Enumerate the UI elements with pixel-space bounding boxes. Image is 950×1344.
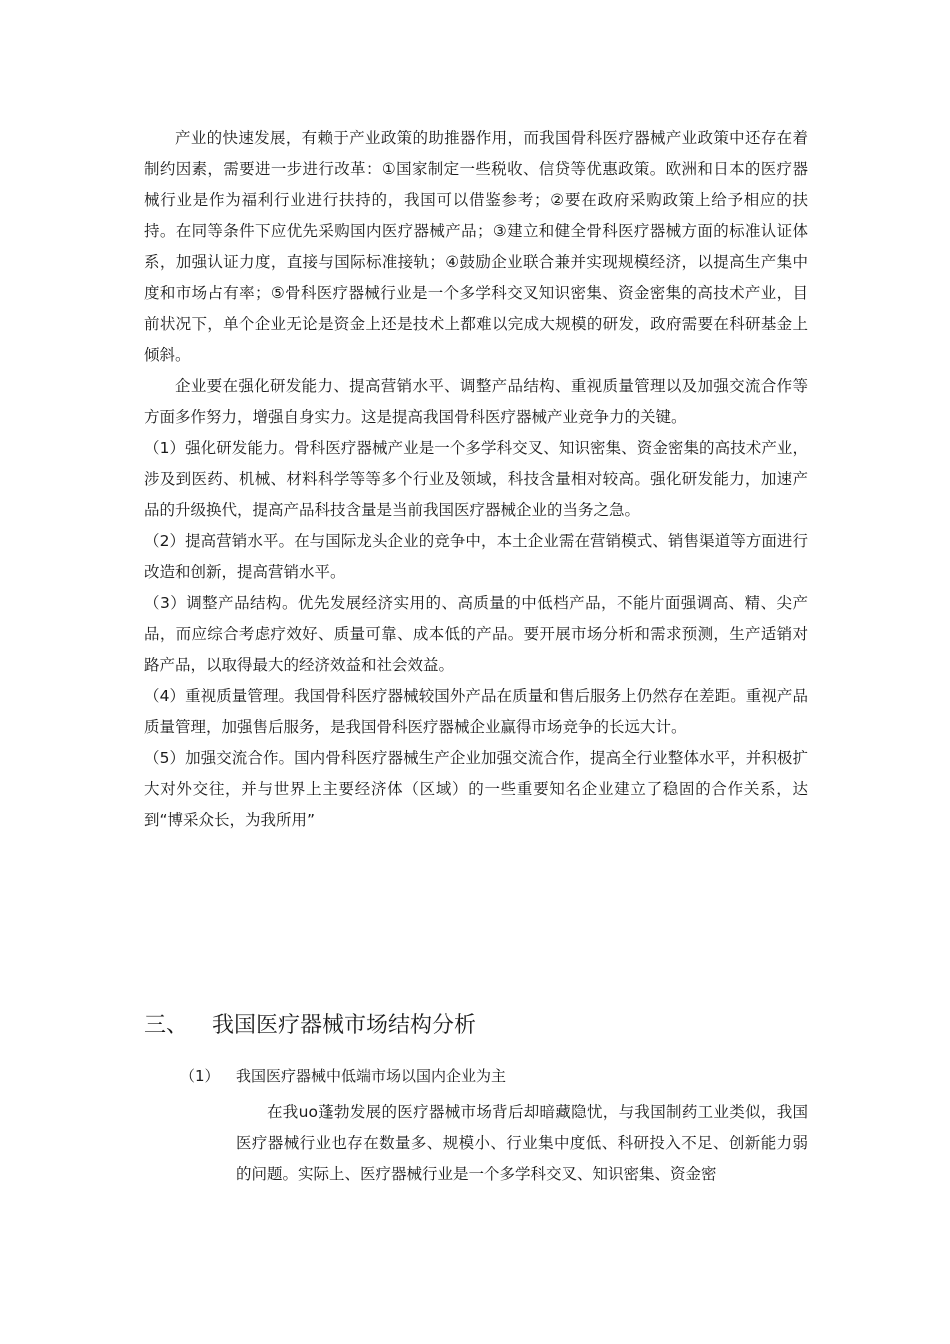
section-title: 我国医疗器械市场结构分析 xyxy=(212,1013,477,1038)
list-item-quality: （4）重视质量管理。我国骨科医疗器械较国外产品在质量和售后服务上仍然存在差距。重视产品质量管理，加强售后服务，是我国骨科医疗器械企业赢得市场竞争的长远大计。 xyxy=(144,687,808,736)
list-item-product-structure: （3）调整产品结构。优先发展经济实用的、高质量的中低档产品，不能片面强调高、精、尖产品，而应综合考虑疗效好、质量可靠、成本低的产品。要开展市场分析和需求预测，生产适销对路产品，以取得最大的经济效益和社会效益。 xyxy=(144,594,808,674)
paragraph-policy: 产业的快速发展，有赖于产业政策的助推器作用，而我国骨科医疗器械产业政策中还存在着制约因素，需要进一步进行改革：①国家制定一些税收、信贷等优惠政策。欧洲和日本的医疗器械行业是作为福利行业进行扶持的，我国可以借鉴参考；②要在政府采购政策上给予相应的扶持。在同等条件下应优先采购国内医疗器械产品；③建立和健全骨科医疗器械方面的标准认证体系，加强认证力度，直接与国际标准接轨；④鼓励企业联合兼并实现规模经济，以提高生产集中度和市场占有率；⑤骨科医疗器械行业是一个多学科交叉知识密集、资金密集的高技术产业，目前状况下，单个企业无论是资金上还是技术上都难以完成大规模的研发，政府需要在科研基金上倾斜。 xyxy=(144,129,808,364)
section-heading xyxy=(144,1010,476,1042)
subsection-body: 在我uo蓬勃发展的医疗器械市场背后却暗藏隐忧，与我国制药工业类似，我国医疗器械行业也存在数量多、规模小、行业集中度低、科研投入不足、创新能力弱的问题。实际上、医疗器械行业是一个多学科交叉、知识密集、资金密 xyxy=(236,1103,808,1183)
body-text xyxy=(144,123,808,836)
list-item-cooperation: （5）加强交流合作。国内骨科医疗器械生产企业加强交流合作，提高全行业整体水平，并积极扩大对外交往，并与世界上主要经济体（区域）的一些重要知名企业建立了稳固的合作关系，达到“博采众长，为我所用” xyxy=(144,749,808,829)
list-item-marketing: （2）提高营销水平。在与国际龙头企业的竞争中，本土企业需在营销模式、销售渠道等方面进行改造和创新，提高营销水平。 xyxy=(144,532,808,581)
section-number: 三、 xyxy=(144,1013,189,1038)
paragraph-enterprise: 企业要在强化研发能力、提高营销水平、调整产品结构、重视质量管理以及加强交流合作等方面多作努力，增强自身实力。这是提高我国骨科医疗器械产业竞争力的关键。 xyxy=(144,377,808,426)
subsection-title: 我国医疗器械中低端市场以国内企业为主 xyxy=(236,1067,507,1085)
subsection-heading xyxy=(180,1064,506,1088)
list-item-rd: （1）强化研发能力。骨科医疗器械产业是一个多学科交叉、知识密集、资金密集的高技术产业，涉及到医药、机械、材料科学等等多个行业及领域，科技含量相对较高。强化研发能力，加速产品的升级换代，提高产品科技含量是当前我国医疗器械企业的当务之急。 xyxy=(144,439,808,519)
subsection-number: （1） xyxy=(180,1067,220,1085)
